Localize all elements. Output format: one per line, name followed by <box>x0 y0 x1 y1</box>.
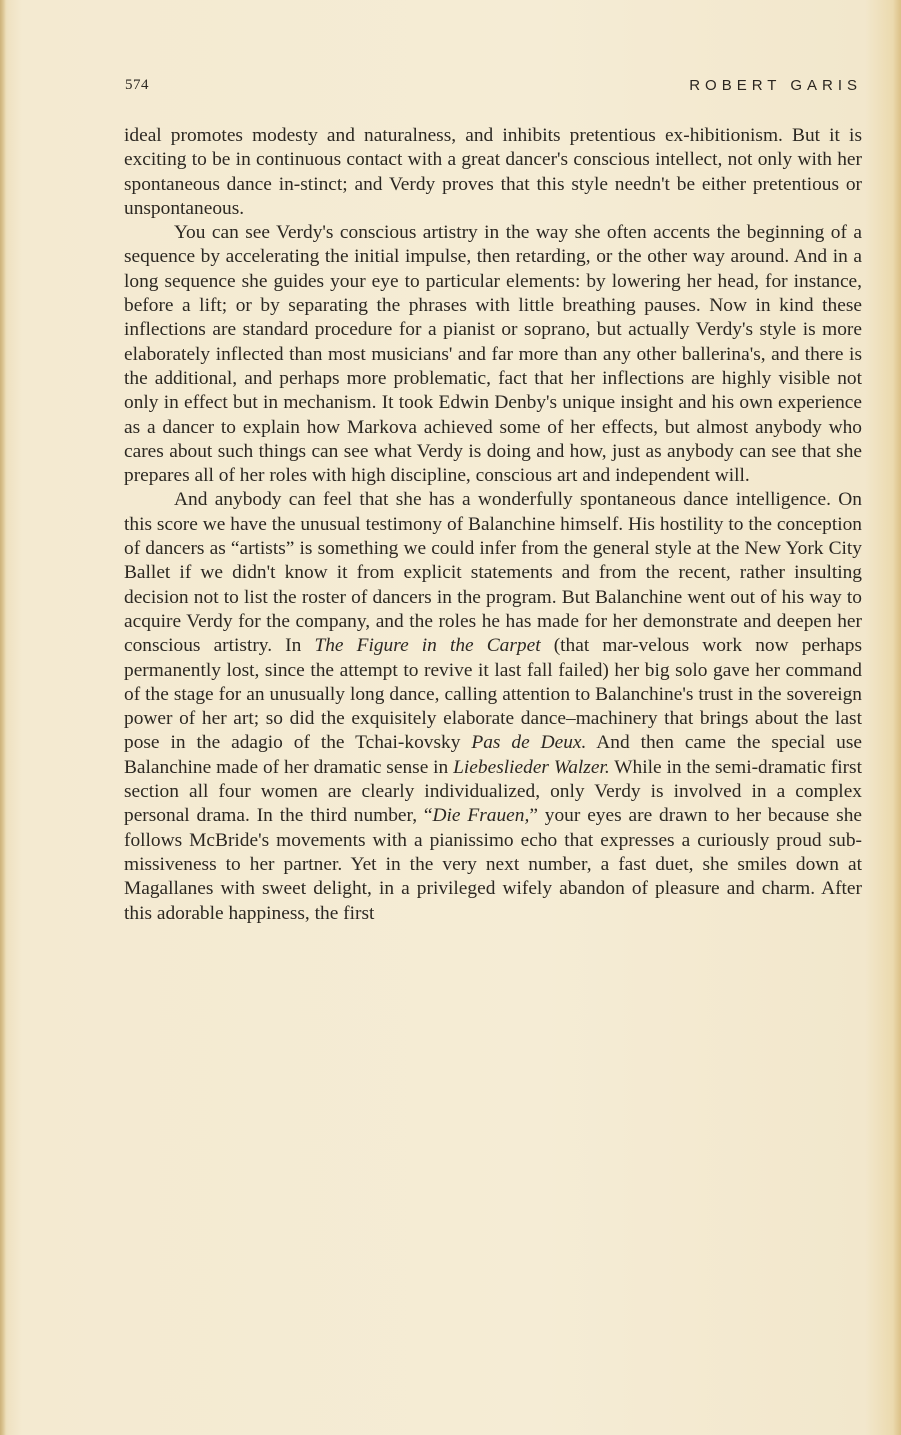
title-liebeslieder-walzer: Liebeslieder Walzer. <box>453 756 610 778</box>
page-gutter-shadow <box>0 0 6 1435</box>
title-pas-de-deux: Pas de Deux. <box>471 732 587 754</box>
paragraph <box>124 221 862 488</box>
title-the-figure-in-the-carpet: The Figure in the Carpet <box>314 635 541 657</box>
body-text <box>124 124 862 926</box>
paragraph-text: ideal promotes modesty and naturalness, and inhibits pretentious ex-hibitionism. But it is exciting to be in continuous contact with a great dancer's conscious intellect, not only with her spontaneous dance in-stinct; and Verdy proves that this style needn't be either pretentious or unspontaneous. <box>124 125 862 219</box>
title-die-frauen: Die Frauen, <box>432 805 530 827</box>
paragraph-text: While in the semi-dramatic first section all four women are clearly individualized, only Verdy is involved in a complex personal drama. In the third number, “ <box>124 756 862 827</box>
page-number: 574 <box>125 77 149 93</box>
paragraph-text: (that mar-velous work now perhaps permanently lost, since the attempt to revive it last fall failed) her big solo gave her command of the stage for an unusually long dance, calling attention to Balanchine's trust in the sovereign power of her art; so did the exquisitely elaborate dance–machinery that brings about the last pose in the adagio of the Tchai-kovsky <box>124 635 863 754</box>
paragraph <box>124 488 862 925</box>
paragraph-text: You can see Verdy's conscious artistry in the way she often accents the beginning of a sequence by accelerating the initial impulse, then retarding, or the other way around. And in a long sequence she guides your eye to particular elements: by lowering her head, for instance, before a lift; or by separating the phrases with little breathing pauses. Now in kind these inflections are standard procedure for a pianist or soprano, but actually Verdy's style is more elaborately inflected than most musicians' and far more than any other ballerina's, and there is the additional, and perhaps more problematic, fact that her inflections are highly visible not only in effect but in mechanism. It took Edwin Denby's unique insight and his own experience as a dancer to explain how Markova achieved some of her effects, but almost anybody who cares about such things can see what Verdy is doing and how, just as anybody can see that she prepares all of her roles with high discipline, conscious art and independent will. <box>124 222 862 487</box>
page-edge-shadow <box>893 0 901 1435</box>
paragraph-text: ” your eyes are drawn to her because she follows McBride's movements with a pianissimo echo that expresses a curiously proud sub-missiveness to her partner. Yet in the very next number, a fast duet, she smiles down at Magallanes with sweet delight, in a privileged wifely abandon of pleasure and charm. After this adorable happiness, the first <box>124 805 862 924</box>
paragraph-text: And then came the special use Balanchine made of her dramatic sense in <box>124 732 862 778</box>
running-head <box>125 77 862 99</box>
running-head-author: ROBERT GARIS <box>689 77 862 94</box>
paragraph-text: And anybody can feel that she has a wonderfully spontaneous dance intelligence. On this score we have the unusual testimony of Balanchine himself. His hostility to the conception of dancers as “artists” is something we could infer from the general style at the New York City Ballet if we didn't know it from explicit statements and from the recent, rather insulting decision not to list the roster of dancers in the program. But Balanchine went out of his way to acquire Verdy for the company, and the roles he has made for her demonstrate and deepen her conscious artistry. In <box>124 489 862 657</box>
paragraph <box>124 124 862 221</box>
